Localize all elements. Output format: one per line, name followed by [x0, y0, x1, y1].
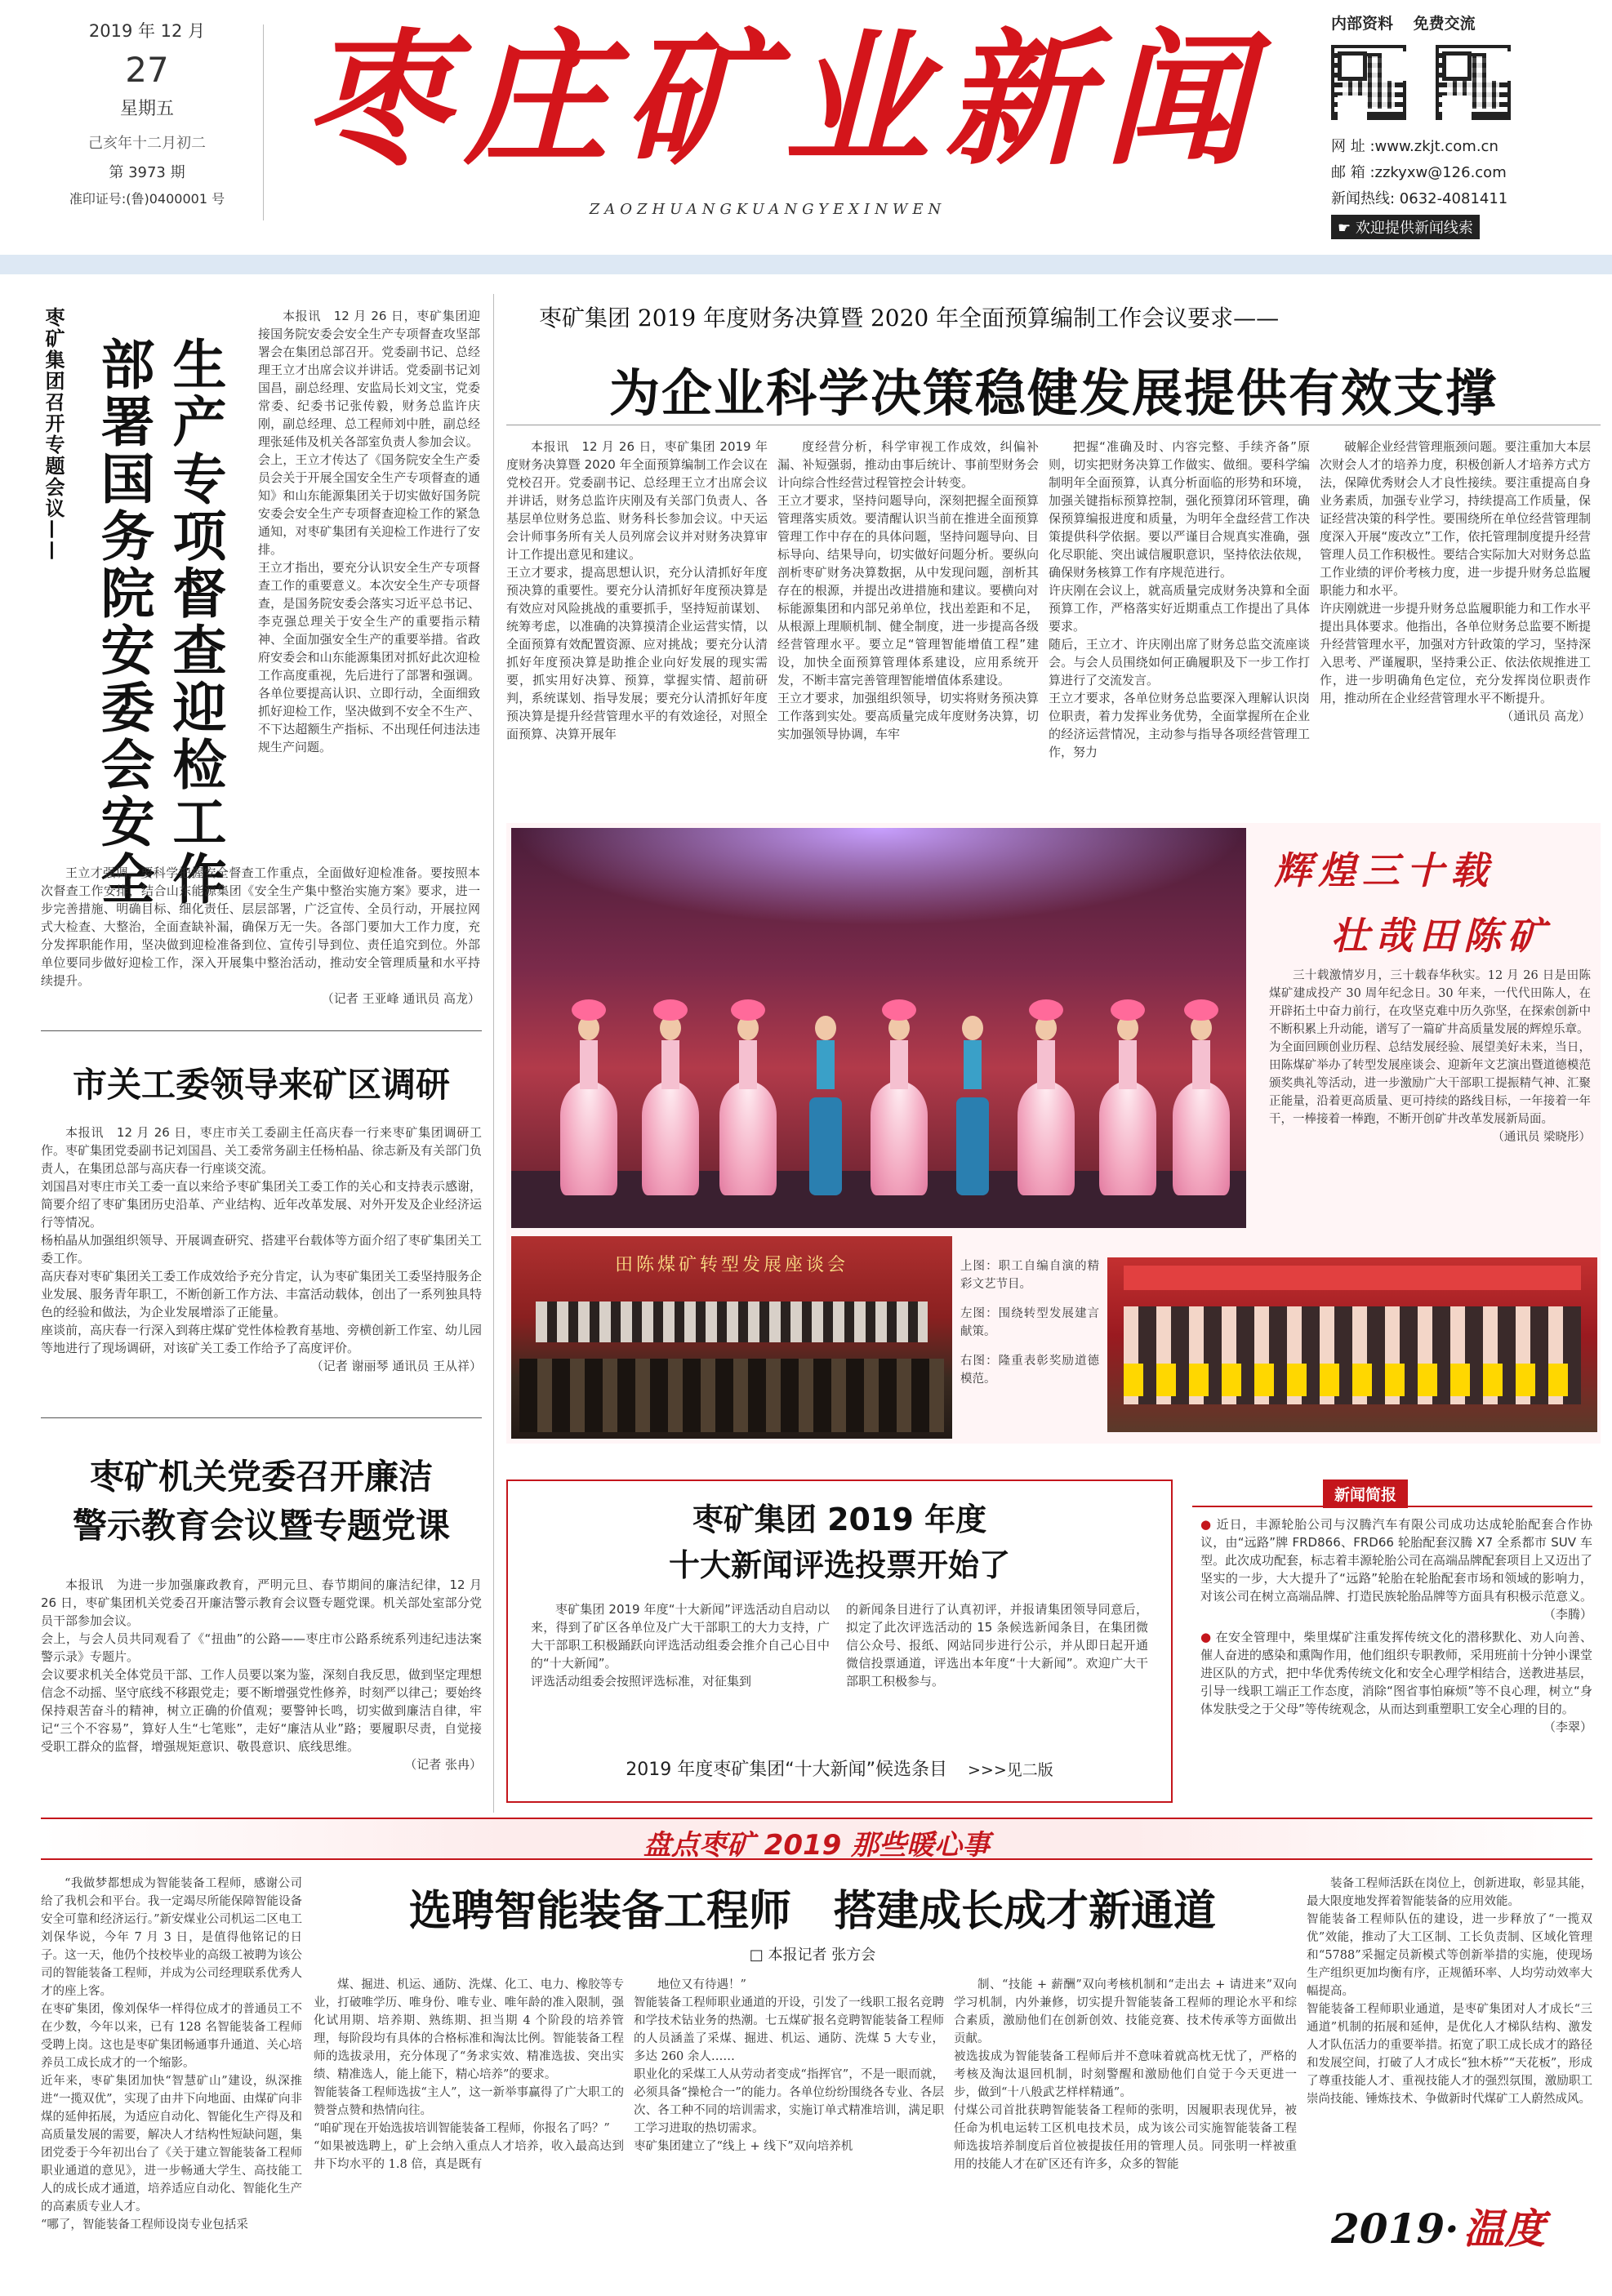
left-story-byline: （记者 王亚峰 通讯员 高龙）	[321, 991, 480, 1006]
brief-text-1: 近日，丰源轮胎公司与汉腾汽车有限公司成功达成轮胎配套合作协议，由“远路”牌 FRD866、FRD66 轮胎配套汉腾 X7 全系都市 SUV 车型。此次成功配套，标志着丰源轮胎公司在高端品牌配套项目上又迈出了坚实的一步，大大提升了“远路”轮胎在轮胎配套市场和领域的影响力，对该公司在树立高端品牌、打造民族轮胎品牌等方面具有积极示范意义。	[1200, 1517, 1592, 1604]
vote-box-footer-text: 2019 年度枣矿集团“十大新闻”候选条目	[626, 1760, 947, 1780]
main-story-text-1: 本报讯 12 月 26 日，枣矿集团 2019 年度财务决算暨 2020 年全面预算编制工作会议在党校召开。党委副书记、总经理王立才出席会议并讲话，财务总监许庆刚及有关部门负责人、各基层单位财务总监、财务科长参加会议。中天运会计师事务所有关人员列席会议并对财务决算审计工作提出意见和建议。 王立才要求，提高思想认识，充分认清抓好年度预决算的重要性。要充分认清抓好年度预决算是有效应对风险挑战的重要抓手，坚持短前谋划、统筹考虑，以准确的决算摸清企业运营实情，以全面预算有效配置资源、应对挑战；要充分认清抓好年度预决算是助推企业向好发展的现实需要，抓实用好决算、预算，掌握实情、超前研判，系统谋划、指导发展；要充分认清抓好年度预决算是提升经营管理水平的有效途径，对照全面预算、决算开展年	[506, 439, 768, 741]
main-story-text-4: 破解企业经营管理瓶颈问题。要注重加大本层次财会人才的培养力度，积极创新人才培养方式方法，保障优秀财会人才良性接续。要注重提高自身业务素质，加强专业学习，持续提高工作质量，保证经营决策的科学性。要围绕所在单位经营管理制度深入开展“废改立”工作，依托管理制度提升经营管理人员工作积极性。要结合实际加大对财务总监工作业绩的评价考核力度，进一步提升财务总监履职能力和水平。 许庆刚就进一步提升财务总监履职能力和工作水平提出具体要求。他指出，各单位财务总监要不断提升经营管理水平，加强对方针政策的学习，坚持深入思考、严谨履职，坚持秉公正、依法依规推进工作，进一步明确角色定位，充分发挥岗位职责作用，推动所在企业经营管理水平不断提升。	[1320, 439, 1591, 705]
vote-box-footer-link[interactable]: >>>见二版	[968, 1761, 1053, 1779]
masthead-right	[1331, 11, 1592, 256]
party-story-title-1: 枣矿机关党委召开廉洁	[89, 1457, 433, 1497]
lunar-date: 己亥年十二月初二	[88, 135, 206, 152]
left-story-kicker: 枣矿集团召开专题会议——	[42, 307, 65, 562]
brief-byline-2: （李翠）	[1543, 1720, 1592, 1734]
date-box	[49, 15, 245, 227]
left-story-title-2: 部署国务院安委会安全	[91, 336, 155, 908]
bottom-story-col-5	[1307, 1875, 1592, 2185]
vote-box-text-2: 的新闻条目进行了认真初评，并报请集团领导同意后，拟定了此次评选活动的 15 条候选新闻条目，在集团微信公众号、报纸、网站同步进行公示，并从即日起开通微信投票通道，评选出本年度“十大新闻”。欢迎广大干部职工积极参与。	[846, 1602, 1148, 1689]
masthead-pinyin: ZAOZHUANGKUANGYEXINWEN	[589, 201, 946, 218]
party-story-body	[41, 1576, 482, 1796]
party-story-byline: （记者 张冉）	[404, 1757, 482, 1772]
hotline: 新闻热线: 0632-4081411	[1331, 190, 1508, 207]
stamp-word: 温度	[1463, 2205, 1546, 2253]
left-story-text: 本报讯 12 月 26 日，枣矿集团迎接国务院安委会安全生产专项督查攻坚部署会在集团总部召开。党委副书记、总经理王立才出席会议并讲话。党委副书记刘国昌，副总经理、安监局长刘文宝，党委常委、纪委书记张传毅，财务总监许庆刚，副总经理、总工程师刘中胜，副总经理张延伟及机关各部室负责人参加会议。 会上，王立才传达了《国务院安全生产委员会关于开展全国安全生产专项督查的通知》和山东能源集团关于切实做好国务院安委会安全生产专项督查迎检工作的紧急通知，对枣矿集团有关迎检工作进行了安排。 王立才指出，要充分认识安全生产专项督查工作的重要意义。本次安全生产专项督查，是国务院安委会落实习近平总书记、李克强总理关于安全生产的重要指示精神、全面加强安全生产的重要举措。省政府安委会和山东能源集团对抓好此次迎检工作高度重视，先后进行了部署和强调。各单位要提高认识、立即行动，全面细致抓好迎检工作，坚决做到不安全不生产、不下达超额生产指标、不出现任何违法违规生产问题。	[258, 309, 480, 754]
bottom-story-text-2: 煤、掘进、机运、通防、洗煤、化工、电力、橡胶等专业，打破唯学历、唯身份、唯专业、唯年龄的准入限制，强化试用期、培养期、熟练期、担当期 4 个阶段的培养管理，每阶段均有具体的合格标准和淘汰比例。智能装备工程师的选拔录用，充分体现了“务求实效、精准选拔、突出实绩、精准选人，能上能下，精心培养”的要求。 智能装备工程师选拔“主人”，这一新举事赢得了广大职工的赞誉点赞和热情向往。 “咱矿现在开始选拔培训智能装备工程师，你报名了吗？” “如果被选聘上，矿上会纳入重点人才培养，收入最高达到井下均水平的 1.8 倍，真是既有	[314, 1978, 624, 2171]
feature-bar	[41, 1818, 1592, 1860]
brief-item-2	[1200, 1628, 1592, 1718]
left-story-title-1: 生产专项督查迎检工作	[163, 336, 227, 908]
briefs-header	[1192, 1479, 1592, 1507]
bottom-story-text-3: 地位又有待遇！” 智能装备工程师职业通道的开设，引发了一线职工报名竞聘和学技术钻业务的热潮。七五煤矿报名竞聘智能装备工程师的人员涵盖了采煤、掘进、机运、通防、洗煤 5 大专业，多达 260 余人…… 职业化的采煤工人从劳动者变成“指挥官”，不是一眼而就，必须具备“操枪合一”的能力。各单位纷纷围绕各专业、各层次、各工种不同的培训需求，实施订单式精准培训，满足职工学习进取的热切需求。 枣矿集团建立了“线上 + 线下”双向培养机	[634, 1978, 944, 2153]
dance-performance-photo	[511, 828, 1246, 1228]
warmth-stamp	[1331, 2196, 1592, 2270]
brief-byline-1: （李腾）	[1543, 1607, 1592, 1622]
photo-feature-body	[1269, 967, 1591, 1236]
main-story-col-2	[777, 438, 1039, 789]
guan-story-text: 本报讯 12 月 26 日，枣庄市关工委副主任高庆春一行来枣矿集团调研工作。枣矿集团党委副书记刘国昌、关工委常务副主任杨柏晶、徐志新及有关部门负责人，在集团总部与高庆春一行座谈交流。 刘国昌对枣庄市关工委一直以来给予枣矿集团关工委工作的关心和支持表示感谢，简要介绍了枣矿集团历史沿革、产业结构、近年改革发展、对外开发及企业经济运行等情况。 杨柏晶从加强组织领导、开展调查研究、搭建平台载体等方面介绍了枣矿集团关工委工作。 高庆春对枣矿集团关工委工作成效给予充分肯定，认为枣矿集团关工委坚持服务企业发展、服务青年职工，不断创新工作方法、丰富活动载体，创出了一系列独具特色的经验和做法，为企业发展增添了正能量。 座谈前，高庆春一行深入到蒋庄煤矿党性体检教育基地、旁横创新工作室、幼儿园等地进行了现场调研，对该矿关工委工作给予了高度评价。	[41, 1125, 482, 1355]
vote-box-footer[interactable]	[506, 1755, 1173, 1781]
hand-point-icon: ☛	[1338, 220, 1351, 237]
meeting-banner: 田陈煤矿转型发展座谈会	[614, 1255, 848, 1275]
bullet-icon: ●	[1200, 1517, 1212, 1532]
brief-item-1	[1200, 1515, 1592, 1605]
bottom-story-title: 选聘智能装备工程师 搭建成长成才新通道	[408, 1887, 1216, 1936]
brief-text-2: 在安全管理中，柴里煤矿注重发挥传统文化的潜移默化、劝人向善、催人奋进的感染和熏陶作用，他们组织专职教师，采用班前十分钟小课堂进区队的方式，把中华优秀传统文化和安全心理学相结合，送教进基层，引导一线职工端正工作态度，消除“图省事怕麻烦”等不良心理，树立“身体发肤受之于父母”等传统观念，从而达到重塑职工安全心理的目的。	[1200, 1630, 1592, 1716]
welcome-tip: 欢迎提供新闻线索	[1355, 220, 1473, 237]
main-story-text-3: 把握“准确及时、内容完整、手续齐备”原则，切实把财务决算工作做实、做细。要科学编制明年全面预算，认真分析面临的形势和环境，加强关键指标预算控制，强化预算闭环管理，确保预算编报进度和质量，为明年全盘经营工作决策提供科学依据。要以严谨目合规真实准确，强化尽职能、突出诚信履职意识，坚持依法依规，确保财务核算工作有序规范进行。 许庆刚在会议上，就高质量完成财务决算和全面预算工作，严格落实好近期重点工作提出了具体要求。 随后，王立才、许庆刚出席了财务总监交流座谈会。与会人员围绕如何正确履职及下一步工作打算进行了交流发言。 王立才要求，各单位财务总监要深入理解认识岗位职责，着力发挥业务优势，全面掌握所在企业的经济运营情况，主动参与指导各项经营管理工作，努力	[1049, 439, 1310, 759]
masthead-title: 枣庄矿业新闻	[304, 14, 1264, 185]
vote-box-col-2	[846, 1600, 1148, 1739]
qr-code-icon	[1331, 45, 1406, 120]
issue-number: 第 3973 期	[109, 164, 185, 181]
briefs-body	[1200, 1515, 1592, 1809]
bottom-story-col-3	[634, 1976, 944, 2283]
main-story-text-2: 度经营分析，科学审视工作成效，纠偏补漏、补短强弱，推动由事后统计、事前型财务会计向综合性经营过程管控会计转变。 王立才要求，坚持问题导向，深刻把握全面预算管理落实质效。要清醒认识当前在推进全面预算管理工作中存在的具体问题，坚持问题导向、目标导向、结果导向，切实做好问题分析。要纵向剖析枣矿财务决算数据，从中发现问题，剖析其存在的根源，并提出改进措施和建议。要横向对标能源集团和内部兄弟单位，找出差距和不足，从根源上理顺机制、健全制度，进一步提高各级经营管理水平。要立足“管理智能增值工程”建设，加快全面预算管理体系建设，应用系统开发，不断丰富完善管理智能增值体系建设。 王立才要求，加强组织领导，切实将财务预决算工作落到实处。要高质量完成年度财务决算，切实加强领导协调，车牢	[777, 439, 1039, 741]
guan-story-byline: （记者 谢丽琴 通讯员 王从祥）	[310, 1359, 482, 1373]
photo-feature-title-2: 壮哉田陈矿	[1331, 914, 1552, 958]
bottom-story-text-5: 装备工程师活跃在岗位上，创新进取，彰显其能，最大限度地发挥着智能装备的应用效能。 智能装备工程师队伍的建设，进一步释放了“一揽双优”效能，推动了大工区制、工长负责制、区域化管理和“5788”采掘定员新模式等创新举措的实施，使现场生产组织更加均衡有序，正规循环率、人均劳动效率大幅提高。 智能装备工程师职业通道，是枣矿集团对人才成长“三通道”机制的拓展和延伸，是优化人才梯队结构、激发人才队伍活力的重要举措。拓宽了职工成长成才的路径和发展空间，打破了人才成长“独木桥”“天花板”，形成了尊重技能人才、重视技能人才的强烈氛围，激励职工崇尚技能、锤炼技术、争做新时代煤矿工人蔚然成风。	[1307, 1877, 1592, 2106]
party-story-text: 本报讯 为进一步加强廉政教育，严明元旦、春节期间的廉洁纪律，12 月 26 日，枣矿集团机关党委召开廉洁警示教育会议暨专题党课。机关部处室部分党员干部参加会议。 会上，与会人员共同观看了《“扭曲”的公路——枣庄市公路系统系列违纪违法案警示录》专题片。 会议要求机关全体党员干部、工作人员要以案为鉴，深刻自我反思，做到坚定理想信念不动摇、坚守底线不移跟党走；要不断增强党性修养，时刻严以律己；要始终保持艰苦奋斗的精神，树立正确的价值观；要警钟长鸣，切实做到廉洁自律，牢记“三个不容易”，算好人生“七笔账”，走好“廉洁从业”路；要履职尽责，自觉接受职工群众的监督，增强规矩意识、敬畏意识、底线思维。	[41, 1577, 482, 1754]
caption-left: 左图：围绕转型发展建言献策。	[960, 1307, 1099, 1338]
main-story-col-3	[1049, 438, 1310, 789]
vote-box-col-1	[531, 1600, 830, 1739]
website: 网 址 :www.zkjt.com.cn	[1331, 138, 1498, 155]
email: 邮 箱 :zzkyxw@126.com	[1331, 164, 1507, 181]
qr-code-icon	[1436, 45, 1511, 120]
guan-story-body	[41, 1124, 482, 1401]
party-story-title-2: 警示教育会议暨专题党课	[72, 1506, 450, 1546]
bottom-story-text-4: 制、“技能 + 薪酬”双向考核机制和“走出去 + 请进来”双向学习机制，内外兼修，切实提升智能装备工程师的理论水平和综合素质，激励他们在创新创效、技能竞赛、技术传承等方面做出贡献。 被选拔成为智能装备工程师后并不意味着就高枕无忧了，严格的考核及淘汰退回机制，时刻警醒和激励他们自觉于今天更进一步，做到“十八般武艺样样精通”。 付煤公司首批获聘智能装备工程师的张明，因履职表现优异，被任命为机电运转工区机电技术员，成为该公司实施智能装备工程师选拔培养制度后首位被提拔任用的管理人员。同张明一样被重用的技能人才在矿区还有许多，众多的智能	[954, 1978, 1297, 2171]
left-story-body	[258, 307, 480, 862]
left-story-body-bottom	[41, 864, 480, 1024]
main-story-title: 为企业科学决策稳健发展提供有效支撑	[608, 363, 1498, 423]
bottom-story-col-4	[954, 1976, 1297, 2283]
caption-right: 右图：隆重表彰奖励道德模范。	[960, 1355, 1099, 1386]
photo-feature-text: 三十载激情岁月，三十载春华秋实。12 月 26 日是田陈煤矿建成投产 30 周年纪念日。30 年来，一代代田陈人，在开辟拓土中奋力前行，在攻坚克难中历久弥坚，在探索创新中不断积累上升动能，谱写了一篇矿井高质量发展的辉煌乐章。 为全面回顾创业历程、总结发展经验、展望美好未来，当日，田陈煤矿举办了转型发展座谈会、迎新年文艺演出暨道德模范颁奖典礼等活动，进一步激励广大干部职工提振精气神、汇聚正能量，沿着更高质量、更可持续的路线目标，一年接着一年干，一棒接着一棒跑，不断开创矿井改革发展新局面。	[1269, 969, 1591, 1126]
bottom-story-col-1	[41, 1875, 302, 2283]
award-photo	[1107, 1257, 1597, 1432]
date-day: 27	[125, 50, 169, 90]
main-story-col-4	[1320, 438, 1591, 789]
photo-feature-title-1: 辉煌三十载	[1274, 848, 1494, 892]
weekday: 星期五	[119, 99, 174, 119]
feature-bar-heading: 盘点枣矿 2019 那些暖心事	[643, 1829, 991, 1862]
vote-box-text-1: 枣矿集团 2019 年度“十大新闻”评选活动自启动以来，得到了矿区各单位及广大干部职工的大力支持，广大干部职工积极踊跃向评选活动组委会推介自己心目中的“十大新闻”。 评选活动组委会按照评选标准，对征集到	[531, 1602, 830, 1689]
date-year-month: 2019 年 12 月	[88, 21, 206, 41]
bottom-story-text-1: “我做梦都想成为智能装备工程师，感谢公司给了我机会和平台。我一定竭尽所能保障智能设备安全可靠和经济运行。”新安煤业公司机运二区电工刘保华说，今年 7 月 3 日，是值得他铭记的日子。这一天，他仍个技校毕业的高级工被聘为该公司的智能装备工程师，并成为公司经理联系优秀人才的座上客。 在枣矿集团，像刘保华一样得位成才的普通员工不在少数，今年以来，已有 128 名智能装备工程师受聘上岗。这也是枣矿集团畅通事升通道、关心培养员工成长成才的一个缩影。 近年来，枣矿集团加快“智慧矿山”建设，纵深推进“一揽双优”，实现了由井下向地面、由煤矿向非煤的延伸拓展，为适应自动化、智能化生产得及和高质量发展的需要，解决人才结构性短缺问题，集团党委于今年初出台了《关于建立智能装备工程师职业通道的意见》，进一步畅通大学生、高技能工人的成长成才通道，培养适应自动化、智能化生产的高素质专业人才。 “哪了，智能装备工程师设岗专业包括采	[41, 1877, 302, 2231]
masthead-band	[0, 255, 1612, 274]
print-permit: 准印证号:(鲁)0400001 号	[69, 191, 225, 207]
briefs-tag: 新闻简报	[1323, 1479, 1408, 1508]
main-story-col-1	[506, 438, 768, 789]
caption-top: 上图：职工自编自演的精彩文艺节目。	[960, 1260, 1099, 1291]
main-story-byline: （通讯员 高龙）	[1501, 709, 1591, 723]
main-story-kicker: 枣矿集团 2019 年度财务决算暨 2020 年全面预算编制工作会议要求——	[539, 305, 1280, 331]
vote-box-title-2: 十大新闻评选投票开始了	[668, 1547, 1010, 1583]
bottom-story-byline: □ 本报记者 张方会	[749, 1947, 876, 1964]
internal-label: 内部资料	[1331, 15, 1394, 33]
stamp-year: 2019·	[1331, 2205, 1459, 2253]
guan-story-title: 市关工委领导来矿区调研	[72, 1065, 450, 1105]
photo-captions	[960, 1257, 1099, 1445]
free-label: 免费交流	[1413, 15, 1476, 33]
vote-box-title-1: 枣矿集团 2019 年度	[692, 1502, 987, 1537]
photo-feature-title	[1258, 841, 1592, 960]
bullet-icon: ●	[1200, 1630, 1212, 1644]
left-story-text-2: 王立才强调，要科学把握安全督查工作重点，全面做好迎检准备。要按照本次督查工作安排，结合山东能源集团《安全生产集中整治实施方案》要求，进一步完善措施、明确目标、细化责任、层层部署，广泛宣传、全员行动，开展拉网式大检查、大整治，全面查缺补漏，确保万无一失。各部门要加大工作力度，充分发挥职能作用，坚决做到迎检准备到位、宣传引导到位、责任追究到位。外部单位要同步做好迎检工作，深入开展集中整治活动，推动安全管理质量和水平持续提升。	[41, 865, 480, 988]
bottom-story-col-2	[314, 1976, 624, 2283]
photo-feature-byline: （通讯员 梁晓彤）	[1492, 1131, 1591, 1144]
meeting-photo	[511, 1236, 952, 1439]
